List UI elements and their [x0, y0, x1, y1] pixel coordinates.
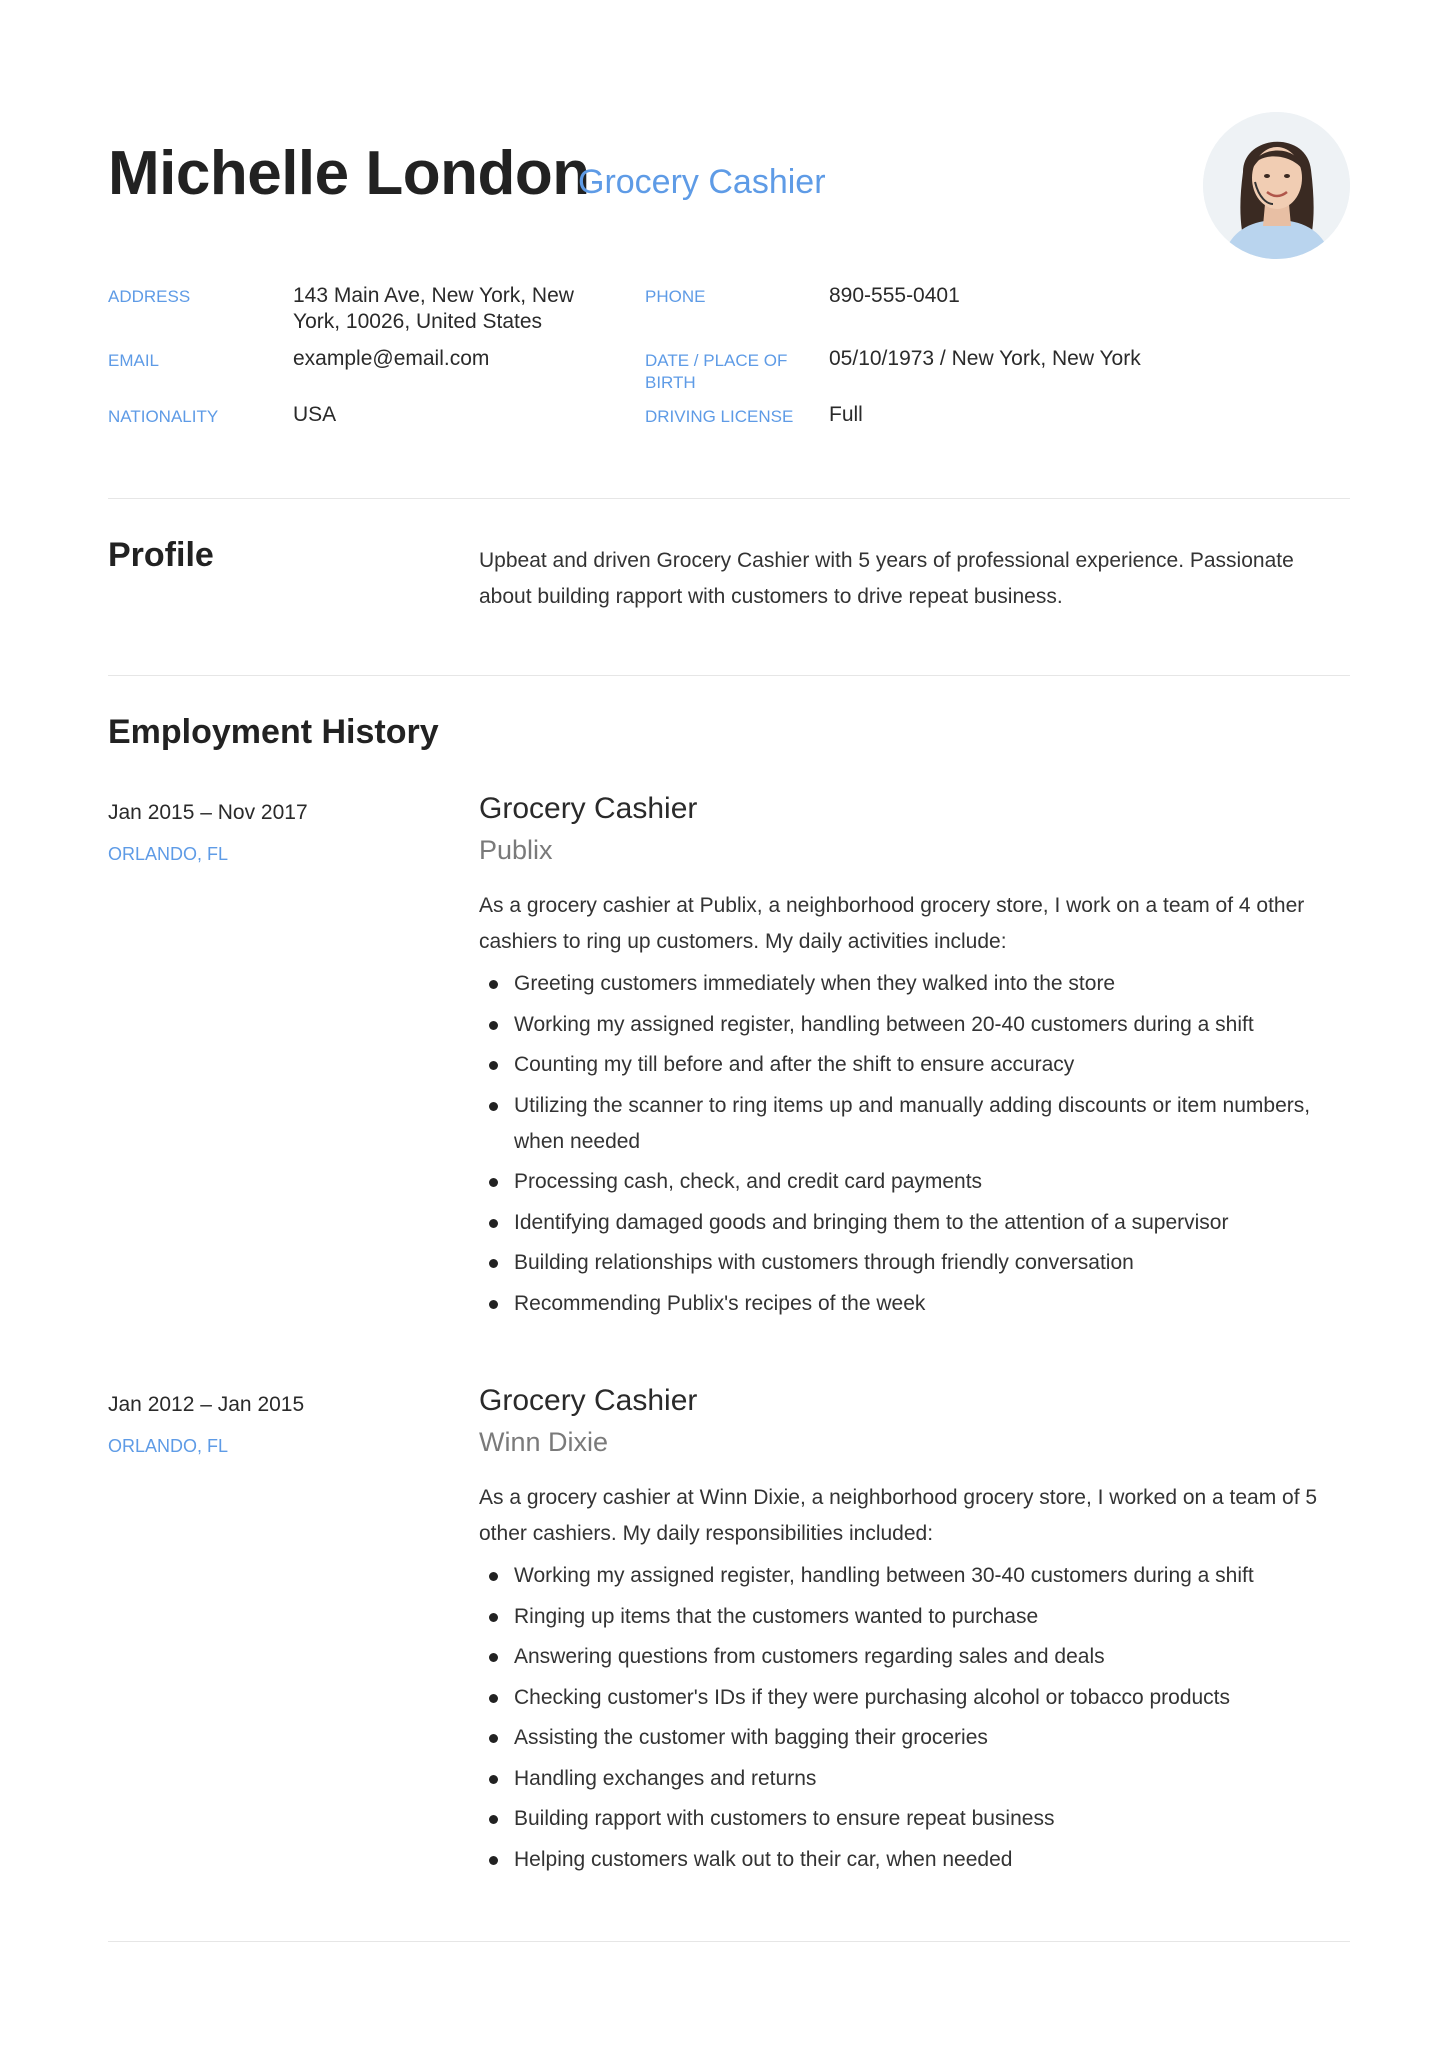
list-item [479, 1047, 1349, 1083]
list-item [479, 1205, 1349, 1241]
license-label: DRIVING LICENSE [645, 407, 794, 426]
birth-label: DATE / PLACE OF BIRTH [645, 351, 788, 392]
avatar-illustration [1203, 112, 1350, 259]
list-item [479, 1680, 1349, 1716]
bullet-icon [489, 1300, 498, 1309]
job-city: ORLANDO, FL [108, 1436, 229, 1456]
employment-heading: Employment History [108, 713, 439, 751]
list-item [479, 1286, 1349, 1322]
list-item-text: Utilizing the scanner to ring items up and manually adding discounts or item numbers, when needed [514, 1093, 1311, 1153]
list-item-text: Identifying damaged goods and bringing them to the attention of a supervisor [514, 1210, 1229, 1234]
list-item [479, 1558, 1349, 1594]
job-employer: Winn Dixie [479, 1427, 609, 1457]
list-item-text: Ringing up items that the customers wanted to purchase [514, 1604, 1039, 1628]
list-item [479, 1761, 1349, 1797]
profile-photo [1203, 112, 1350, 259]
bullet-icon [489, 1775, 498, 1784]
list-item-text: Answering questions from customers regarding sales and deals [514, 1645, 1105, 1668]
nationality-value: USA [293, 403, 337, 426]
divider [108, 1941, 1350, 1942]
nationality-label: NATIONALITY [108, 407, 219, 426]
job-dates: Jan 2012 – Jan 2015 [108, 1393, 305, 1416]
job-description: As a grocery cashier at Publix, a neighborhood grocery store, I work on a team of 4 other cashiers to ring up customers. My daily activities include: [479, 894, 1305, 953]
list-item-text: Processing cash, check, and credit card payments [514, 1170, 983, 1193]
list-item [479, 1599, 1349, 1635]
job-description: As a grocery cashier at Winn Dixie, a neighborhood grocery store, I worked on a team of 5 other cashiers. My daily responsibilities included: [479, 1486, 1318, 1545]
bullet-icon [489, 1653, 498, 1662]
list-item-text: Building relationships with customers through friendly conversation [514, 1251, 1134, 1274]
list-item-text: Assisting the customer with bagging their groceries [514, 1726, 988, 1749]
bullet-icon [489, 1856, 498, 1865]
job-employer: Publix [479, 835, 553, 865]
list-item-text: Helping customers walk out to their car, when needed [514, 1847, 1013, 1871]
email-label: EMAIL [108, 351, 160, 370]
list-item [479, 1164, 1349, 1200]
job-dates: Jan 2015 – Nov 2017 [108, 801, 308, 824]
job-duties-list [479, 1558, 1349, 1882]
list-item [479, 966, 1349, 1002]
birth-value: 05/10/1973 / New York, New York [829, 347, 1141, 370]
list-item [479, 1842, 1349, 1878]
list-item [479, 1088, 1349, 1160]
phone-value: 890-555-0401 [829, 284, 960, 307]
bullet-icon [489, 1102, 498, 1111]
license-value: Full [829, 403, 863, 426]
email-value: example@email.com [293, 347, 490, 370]
list-item-text: Recommending Publix's recipes of the week [514, 1291, 926, 1315]
list-item [479, 1245, 1349, 1281]
list-item [479, 1720, 1349, 1756]
list-item [479, 1639, 1349, 1675]
bullet-icon [489, 1259, 498, 1268]
divider [108, 498, 1350, 499]
bullet-icon [489, 1061, 498, 1070]
address-value: 143 Main Ave, New York, New York, 10026, United States [293, 284, 574, 333]
list-item-text: Building rapport with customers to ensure repeat business [514, 1807, 1055, 1830]
job-title: Grocery Cashier [479, 792, 698, 825]
bullet-icon [489, 1734, 498, 1743]
divider [108, 675, 1350, 676]
job-title: Grocery Cashier [479, 1384, 698, 1417]
address-label: ADDRESS [108, 287, 191, 306]
list-item [479, 1801, 1349, 1837]
bullet-icon [489, 1694, 498, 1703]
profile-heading: Profile [108, 536, 214, 574]
job-duties-list [479, 966, 1349, 1326]
job-city: ORLANDO, FL [108, 844, 229, 864]
list-item-text: Working my assigned register, handling between 30-40 customers during a shift [514, 1564, 1254, 1587]
bullet-icon [489, 1815, 498, 1824]
list-item-text: Greeting customers immediately when they walked into the store [514, 972, 1116, 995]
bullet-icon [489, 1572, 498, 1581]
list-item [479, 1007, 1349, 1043]
bullet-icon [489, 1613, 498, 1622]
candidate-name: Michelle London [108, 139, 590, 208]
list-item-text: Working my assigned register, handling between 20-40 customers during a shift [514, 1012, 1254, 1036]
list-item-text: Counting my till before and after the shift to ensure accuracy [514, 1053, 1075, 1076]
list-item-text: Handling exchanges and returns [514, 1766, 817, 1790]
bullet-icon [489, 1219, 498, 1228]
bullet-icon [489, 980, 498, 989]
bullet-icon [489, 1178, 498, 1187]
bullet-icon [489, 1021, 498, 1030]
phone-label: PHONE [645, 287, 706, 306]
profile-summary: Upbeat and driven Grocery Cashier with 5 years of professional experience. Passionate about building rapport with customers to drive repeat business. [479, 549, 1294, 608]
candidate-title: Grocery Cashier [578, 163, 826, 201]
list-item-text: Checking customer's IDs if they were purchasing alcohol or tobacco products [514, 1685, 1231, 1709]
